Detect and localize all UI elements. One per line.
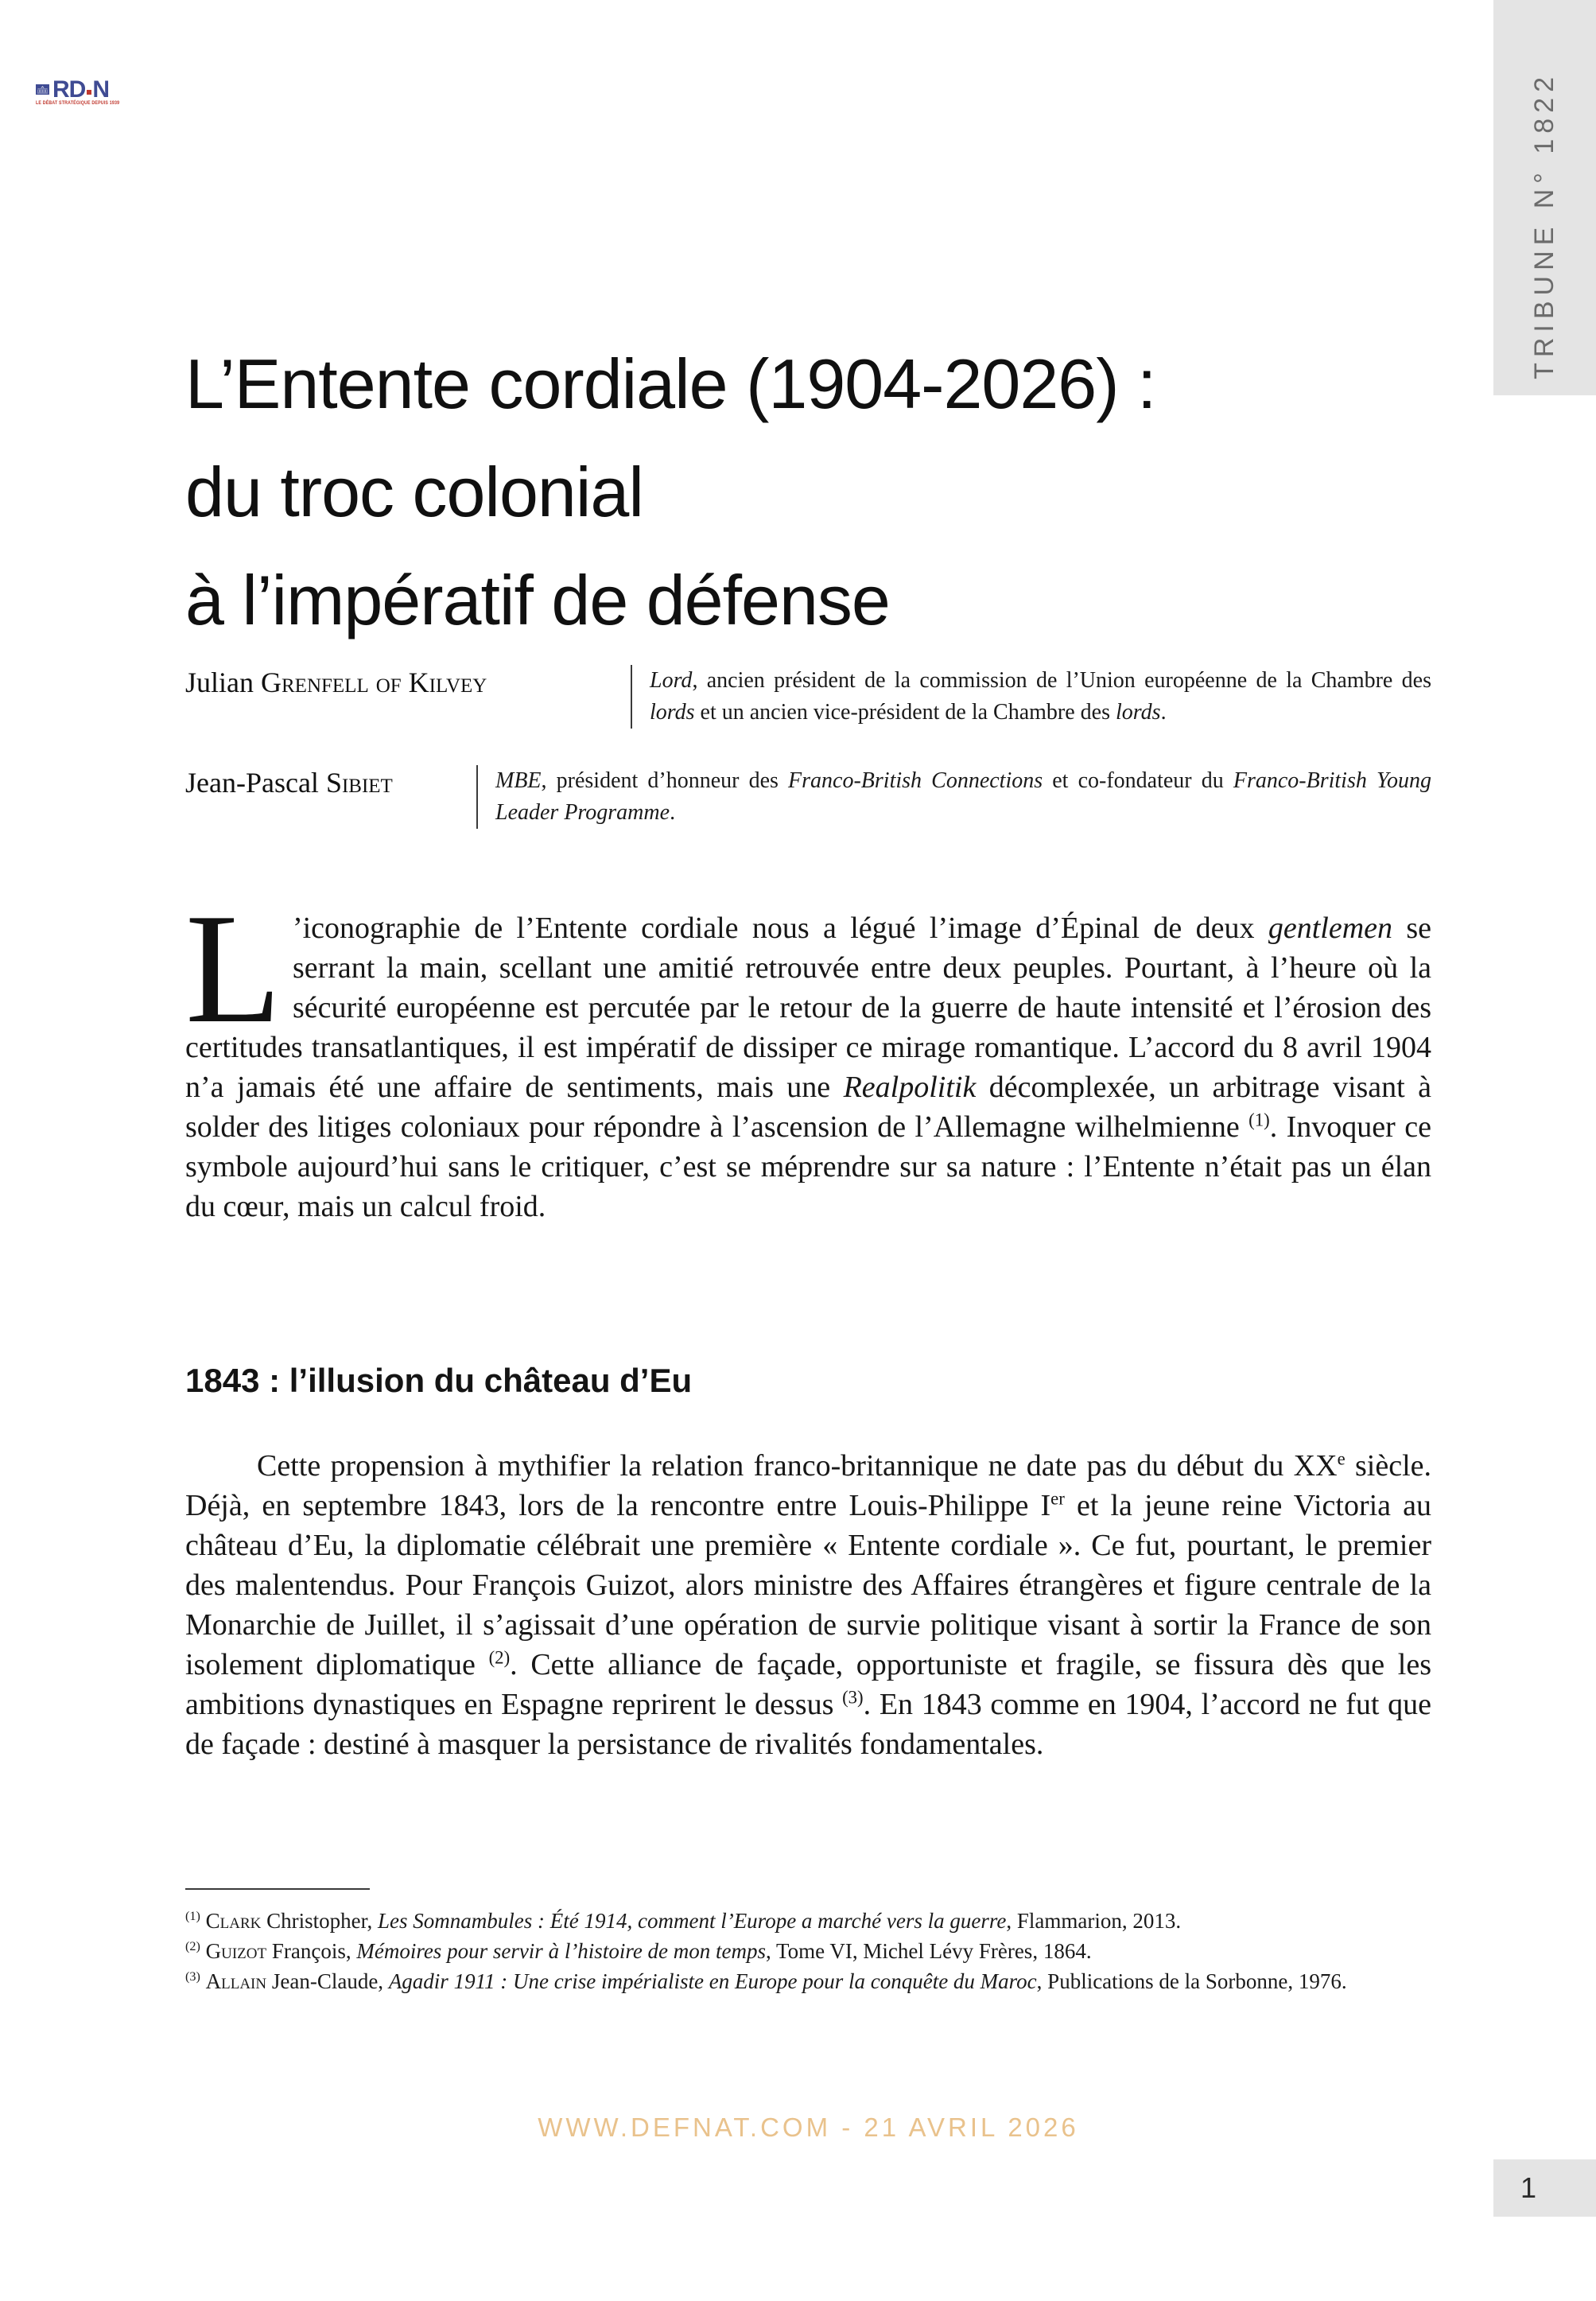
title-line-2: du troc colonial — [185, 452, 643, 531]
author-name: Jean-Pascal Sibiet — [185, 767, 393, 799]
page-footer — [185, 2112, 1431, 2143]
rdn-tagline: LE DÉBAT STRATÉGIQUE DEPUIS 1939 — [36, 101, 120, 106]
drop-cap: L — [185, 881, 282, 1055]
rdn-wordmark — [52, 76, 109, 103]
author-bio: Lord, ancien président de la commission de l’Union européenne de la Chambre des lords et un ancien vice-président de la Chambre des lords. — [650, 668, 1431, 725]
rdn-logo — [36, 76, 120, 106]
author-bio: MBE, président d’honneur des Franco-British Connections et co-fondateur du Franco-British Young Leader Programme. — [495, 768, 1431, 825]
footnote-item-3: $^{(3)}$ Allain Jean-Claude, Agadir 1911 : Une crise impérialiste en Europe pour la conquête du Maroc, Publications de la Sorbonne, 1976. — [185, 1969, 1347, 1993]
opening-paragraph-text: ’iconographie de l’Entente cordiale nous a légué l’image d’Épinal de deux gentlemen se serrant la main, scellant une amitié retrouvée entre deux peuples. Pourtant, à l’heure où la sécurité européenne est percutée par le retour de la guerre de haute intensité et l’érosion des certitudes transatlantiques, il est impératif de dissiper ce mirage romantique. L’accord du 8 avril 1904 n’a jamais été une affaire de sentiments, mais une Realpolitik décomplexée, un arbitrage visant à solder des litiges coloniaux pour répondre à l’ascension de l’Allemagne wilhelmienne $^{(1)}$. Invoquer ce symbole aujourd’hui sans le critiquer, c’est se méprendre sur sa nature : l’Entente n’était pas un élan du cœur, mais un calcul froid. — [185, 911, 1432, 1223]
author-row-grenfell — [185, 665, 1431, 729]
article-title — [185, 330, 1458, 655]
author-row-sibiet — [185, 765, 1431, 829]
defnat-footer-link[interactable]: WWW.DEFNAT.COM - 21 AVRIL 2026 — [538, 2112, 1079, 2142]
footnote-item-1: $^{(1)}$ Clark Christopher, Les Somnambules : Été 1914, comment l’Europe a marché vers la guerre, Flammarion, 2013. — [185, 1909, 1182, 1933]
rdn-logo-row — [36, 76, 109, 103]
second-paragraph: Cette propension à mythifier la relation franco-britannique ne date pas du début du XXe siècle. Déjà, en septembre 1843, lors de la rencontre entre Louis-Philippe Ier et la jeune reine Victoria au château d’Eu, la diplomatie célébrait une première « Entente cordiale ». Ce fut, pourtant, le premier des malentendus. Pour François Guizot, alors ministre des Affaires étrangères et figure centrale de la Monarchie de Juillet, il s’agissait d’une opération de survie politique visant à sortir la France de son isolement diplomatique $^{(2)}$. Cette alliance de façade, opportuniste et fragile, se fissura dès que les ambitions dynastiques en Espagne reprirent le dessus $^{(3)}$. En 1843 comme en 1904, l’accord ne fut que de façade : destiné à masquer la persistance de rivalités fondamentales. — [185, 1448, 1432, 1761]
section-heading: 1843 : l’illusion du château d’Eu — [185, 1362, 693, 1399]
rdn-wordmark-rd: RD — [52, 76, 86, 103]
rdn-red-dot-icon — [87, 90, 91, 95]
tribune-number-label: TRIBUNE N° 1822 — [1529, 72, 1559, 379]
rdn-building-icon — [36, 80, 49, 99]
rdn-wordmark-n: N — [92, 76, 109, 103]
page-number: 1 — [1520, 2171, 1537, 2204]
title-line-3: à l’impératif de défense — [185, 560, 890, 639]
page-number-box — [1493, 2159, 1596, 2217]
footnote-item-2: $^{(2)}$ Guizot François, Mémoires pour servir à l’histoire de mon temps, Tome VI, Michel Lévy Frères, 1864. — [185, 1939, 1092, 1963]
author-name: Julian Grenfell of Kilvey — [185, 667, 487, 698]
footnote-rule — [185, 1888, 370, 1890]
opening-paragraph — [185, 881, 1432, 1226]
footnotes — [185, 1906, 1431, 1996]
tribune-strip — [1493, 0, 1596, 395]
title-line-1: L’Entente cordiale (1904-2026) : — [185, 344, 1156, 423]
